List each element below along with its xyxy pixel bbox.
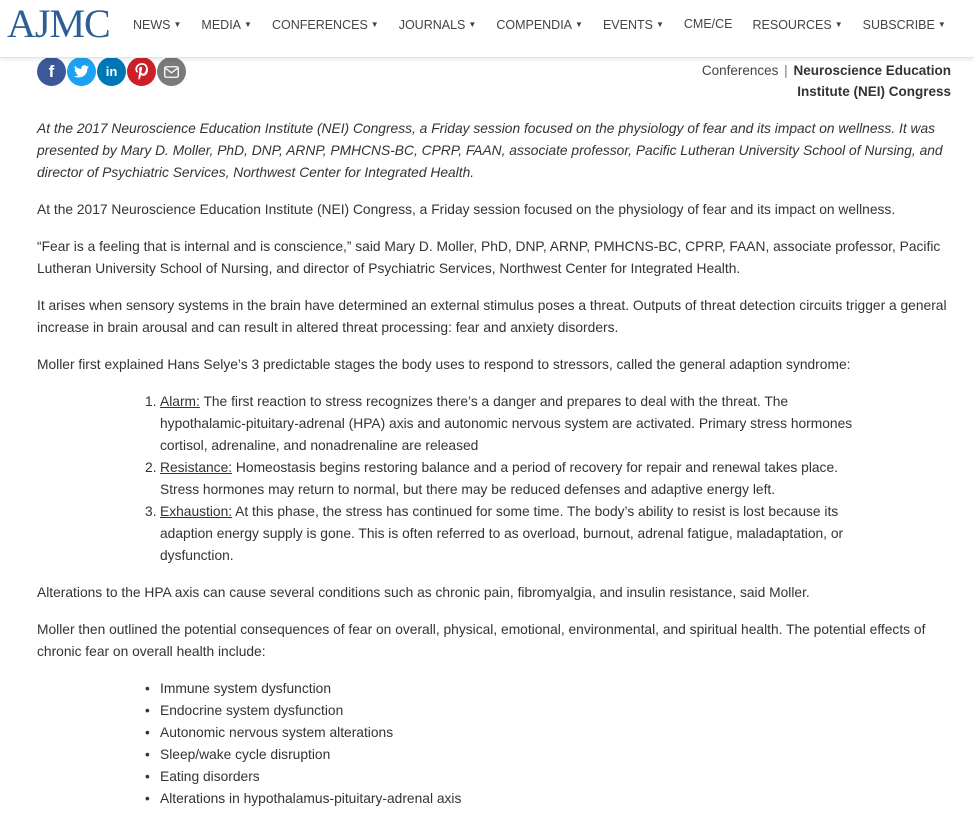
nav-label: CME/CE — [683, 17, 733, 31]
stage-text: Homeostasis begins restoring balance and a period of recovery for repair and renewal takes place. Stress hormones may return to normal, but there may be reduced defenses and adaptive energy left. — [160, 460, 838, 497]
nav-label: COMPENDIA — [496, 18, 573, 32]
caret-down-icon: ▼ — [937, 20, 946, 29]
nav-cme-ce[interactable] — [684, 16, 733, 34]
nav-resources[interactable] — [753, 16, 843, 34]
pinterest-icon — [135, 63, 149, 80]
facebook-icon: f — [48, 61, 55, 81]
nav-label: NEWS — [133, 18, 171, 32]
nav-label: MEDIA — [201, 18, 242, 32]
list-item — [160, 391, 868, 457]
email-share-button[interactable] — [157, 57, 186, 86]
caret-down-icon: ▼ — [575, 20, 583, 29]
caret-down-icon: ▼ — [468, 20, 477, 29]
linkedin-share-button[interactable] — [97, 57, 126, 86]
pinterest-share-button[interactable] — [127, 57, 156, 86]
nav-label: RESOURCES — [752, 18, 832, 32]
nav-label: EVENTS — [602, 18, 653, 32]
share-bar — [37, 57, 187, 86]
nav-label: JOURNALS — [398, 18, 466, 32]
twitter-icon — [74, 65, 89, 78]
nav-media[interactable] — [201, 16, 252, 34]
list-item: • Immune system dysfunction — [160, 678, 967, 700]
category-separator: | — [784, 63, 788, 78]
nav-journals[interactable] — [399, 16, 477, 34]
site-header — [0, 0, 974, 58]
twitter-share-button[interactable] — [67, 57, 96, 86]
article-body — [37, 118, 967, 810]
list-item: • Alterations in hypothalamus-pituitary-adrenal axis — [160, 788, 967, 810]
category-event-link[interactable]: Neuroscience Education Institute (NEI) Congress — [793, 63, 951, 99]
email-icon — [164, 66, 179, 78]
nav-compendia[interactable] — [496, 16, 583, 34]
caret-down-icon: ▼ — [655, 20, 664, 29]
list-item — [160, 457, 868, 501]
facebook-share-button[interactable] — [37, 57, 66, 86]
article-paragraph: Alterations to the HPA axis can cause several conditions such as chronic pain, fibromyalgia, and insulin resistance, said Moller. — [37, 585, 810, 600]
stress-stages-list — [160, 391, 868, 567]
stage-text: At this phase, the stress has continued for some time. The body’s ability to resist is lost because its adaption energy supply is gone. This is often referred to as overload, burnout, adrenal fatigue, maladaptation, or dysfunction. — [160, 504, 844, 563]
list-item — [160, 501, 868, 567]
stage-text: The first reaction to stress recognizes there’s a danger and prepares to deal with the threat. The hypothalamic-pituitary-adrenal (HPA) axis and autonomic nervous system are activated. Primary stress hormones cortisol, adrenaline, and nonadrenaline are released — [160, 394, 853, 453]
article-paragraph: It arises when sensory systems in the brain have determined an external stimulus poses a threat. Outputs of threat detection circuits trigger a general increase in brain arousal and can result in altered threat processing: fear and anxiety disorders. — [37, 298, 947, 335]
linkedin-icon: in — [105, 64, 118, 79]
article-category — [691, 60, 951, 102]
article-paragraph: “Fear is a feeling that is internal and is conscience,” said Mary D. Moller, PhD, DNP, ARNP, PMHCNS-BC, CPRP, FAAN, associate professor, Pacific Lutheran University School of Nursing, and director of Psychiatric Services, Northwest Center for Integrated Health. — [37, 239, 941, 276]
list-item: • Autonomic nervous system alterations — [160, 722, 967, 744]
main-nav — [133, 16, 966, 34]
article-lede: At the 2017 Neuroscience Education Institute (NEI) Congress, a Friday session focused on the physiology of fear and its impact on wellness. It was presented by Mary D. Moller, PhD, DNP, ARNP, PMHCNS-BC, CPRP, FAAN, associate professor, Pacific Lutheran University School of Nursing, and director of Psychiatric Services, Northwest Center for Integrated Health. — [37, 121, 943, 180]
nav-news[interactable] — [133, 16, 181, 34]
stage-term: Exhaustion: — [160, 504, 233, 519]
site-logo[interactable]: AJMC — [7, 1, 110, 46]
article-paragraph: At the 2017 Neuroscience Education Institute (NEI) Congress, a Friday session focused on the physiology of fear and its impact on wellness. — [37, 202, 896, 217]
nav-events[interactable] — [603, 16, 664, 34]
nav-label: SUBSCRIBE — [862, 18, 935, 32]
article-paragraph: Moller first explained Hans Selye’s 3 predictable stages the body uses to respond to stressors, called the general adaption syndrome: — [37, 357, 851, 372]
nav-subscribe[interactable] — [863, 16, 946, 34]
stage-term: Resistance: — [160, 460, 233, 475]
category-section-link[interactable]: Conferences — [701, 63, 779, 78]
nav-label: CONFERENCES — [271, 18, 368, 32]
list-item: • Sleep/wake cycle disruption — [160, 744, 967, 766]
nav-conferences[interactable] — [272, 16, 379, 34]
list-item: • Endocrine system dysfunction — [160, 700, 967, 722]
caret-down-icon: ▼ — [244, 20, 252, 29]
list-item: • Eating disorders — [160, 766, 967, 788]
caret-down-icon: ▼ — [370, 20, 379, 29]
caret-down-icon: ▼ — [834, 20, 843, 29]
fear-effects-list — [160, 678, 967, 810]
caret-down-icon: ▼ — [173, 20, 182, 29]
stage-term: Alarm: — [160, 394, 200, 409]
article-paragraph: Moller then outlined the potential consequences of fear on overall, physical, emotional, environmental, and spiritual health. The potential effects of chronic fear on overall health include: — [37, 622, 926, 659]
